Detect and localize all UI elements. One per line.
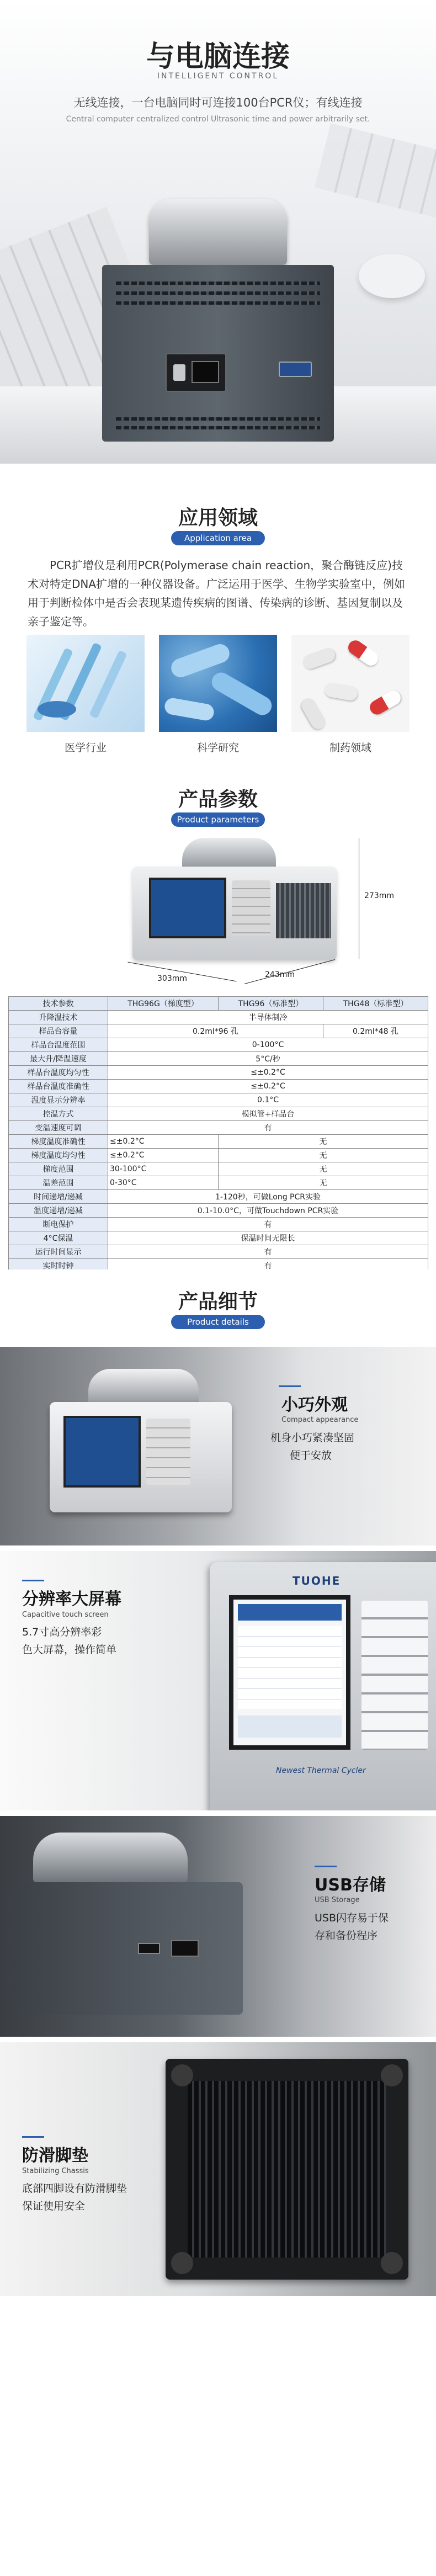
spec-value: 无 [219,1162,428,1176]
spec-key: 样品台容量 [9,1024,108,1038]
spec-value: 0.2ml*48 孔 [323,1024,428,1038]
spec-key: 温差范围 [9,1176,108,1190]
spec-row [9,1245,428,1259]
details-badge: Product details [171,1315,265,1329]
serial-port-icon [279,362,312,377]
spec-row [9,1204,428,1218]
spec-value: 5°C/秒 [108,1052,428,1066]
spec-row [9,1135,428,1149]
spec-key: 梯度温度准确性 [9,1135,108,1149]
spec-value: 无 [219,1176,428,1190]
detail-panel-chassis [0,2042,436,2296]
application-label-pharma: 制药领域 [329,742,371,754]
detail-desc-compact-1: 机身小巧紧凑坚固 [270,1432,355,1444]
spec-header-param: 技术参数 [9,997,108,1011]
spec-value: 0.1-10.0°C，可做Touchdown PCR实验 [108,1204,428,1218]
spec-value: 有 [108,1218,428,1231]
detail-en-compact: Compact appearance [281,1416,359,1424]
screen-caption: Newest Thermal Cycler [276,1766,366,1775]
pcr-keypad-image [146,1419,190,1485]
spec-key: 变温速度可调 [9,1121,108,1135]
spec-value: 半导体制冷 [108,1011,428,1024]
spec-header-thg96g: THG96G（梯度型） [108,997,219,1011]
spec-value: ≤±0.2°C [108,1080,428,1093]
detail-en-usb: USB Storage [315,1896,360,1904]
spec-row [9,1011,428,1024]
spec-value: ≤±0.2°C [108,1135,219,1149]
detail-accent-line [22,2136,44,2138]
parameters-title: 产品参数 [178,788,258,811]
spec-row [9,1024,428,1038]
spec-value: 无 [219,1135,428,1149]
details-section [0,1275,436,2576]
spec-key: 温度显示分辨率 [9,1093,108,1107]
pcr-lid-side-image [33,1833,188,1882]
width-dimension: 303mm [157,974,187,983]
spec-header-thg96: THG96（标准型） [219,997,323,1011]
detail-accent-line [279,1385,301,1387]
spec-value: 1-120秒，可做Long PCR实验 [108,1190,428,1204]
detail-desc-screen-2: 色大屏幕，操作简单 [22,1644,117,1656]
spec-value: 无 [219,1149,428,1162]
spec-value: 0.2ml*96 孔 [108,1024,323,1038]
hero-description: 无线连接，一台电脑同时可连接100台PCR仪；有线连接 [73,96,363,109]
spec-header-thg48: THG48（标准型） [323,997,428,1011]
detail-title-screen: 分辨率大屏幕 [22,1590,121,1609]
detail-desc-usb-2: 存和备份程序 [315,1930,378,1942]
spec-row [9,1190,428,1204]
spec-row [9,1066,428,1080]
hero-title: 与电脑连接 [146,40,290,73]
spec-key: 4°C保温 [9,1231,108,1245]
spec-row [9,1107,428,1121]
detail-desc-screen-1: 5.7寸高分辨率彩 [22,1626,102,1638]
spec-value: 0-100°C [108,1038,428,1052]
keypad-image [361,1601,428,1750]
details-title: 产品细节 [178,1290,258,1313]
application-title: 应用领域 [178,507,258,529]
detail-accent-line [22,1580,44,1581]
detail-desc-chassis-1: 底部四脚设有防滑脚垫 [22,2182,127,2195]
detail-desc-chassis-2: 保证使用安全 [22,2200,86,2212]
pharma-image [291,635,410,732]
spec-row [9,1080,428,1093]
spec-value: 保温时间无限长 [108,1231,428,1245]
parameters-badge: Product parameters [171,812,265,827]
application-badge: Application area [171,531,265,545]
foot-pad-icon [171,2252,193,2274]
spec-row [9,1162,428,1176]
spec-value: 模拟管+样品台 [108,1107,428,1121]
pcr-screen-image [63,1416,141,1488]
detail-panel-screen [0,1551,436,1810]
spec-row [9,1052,428,1066]
spec-value: 有 [108,1245,428,1259]
foot-pad-icon [171,2064,193,2086]
parameters-section [0,767,436,1270]
spec-key: 运行时间显示 [9,1245,108,1259]
spec-key: 温度递增/递减 [9,1204,108,1218]
spec-key: 梯度温度均匀性 [9,1149,108,1162]
detail-panel-usb [0,1816,436,2037]
height-dimension: 273mm [364,891,394,900]
spec-row [9,1259,428,1270]
application-section [0,476,436,768]
spec-table-header [9,997,428,1011]
hero-description-en: Central computer centralized control Ultrasonic time and power arbitrarily set. [66,115,370,124]
power-switch-icon [171,1940,199,1957]
touch-screen-image [229,1595,350,1750]
spec-key: 断电保护 [9,1218,108,1231]
research-image [159,635,277,732]
application-label-medical: 医学行业 [64,742,107,754]
spec-value: 0-30°C [108,1176,219,1190]
spec-table [8,996,428,1270]
detail-desc-usb-1: USB闪存易于保 [315,1912,389,1924]
spec-value: 有 [108,1259,428,1270]
spec-key: 最大升/降温速度 [9,1052,108,1066]
control-panel-image [210,1562,436,1810]
detail-title-chassis: 防滑脚垫 [22,2146,88,2165]
spec-key: 样品台温度均匀性 [9,1066,108,1080]
spec-row [9,1038,428,1052]
spec-key: 样品台温度准确性 [9,1080,108,1093]
usb-port-icon [138,1943,160,1954]
medical-image [26,635,145,732]
foot-pad-icon [381,2252,403,2274]
spec-row [9,1121,428,1135]
power-socket-icon [166,353,226,392]
spec-key: 时间递增/递减 [9,1190,108,1204]
spec-key: 实时时钟 [9,1259,108,1270]
spec-value: ≤±0.2°C [108,1066,428,1080]
spec-table-body [9,1011,428,1270]
foot-pad-icon [381,2064,403,2086]
detail-en-screen: Capacitive touch screen [22,1611,109,1619]
spec-row [9,1176,428,1190]
depth-dimension: 243mm [265,970,295,979]
detail-desc-compact-2: 便于安放 [290,1449,332,1462]
hero-section [0,0,436,464]
detail-accent-line [315,1866,337,1867]
hero-subtitle-en: INTELLIGENT CONTROL [157,72,279,81]
spec-key: 控温方式 [9,1107,108,1121]
application-text: PCR扩增仪是利用PCR(Polymerase chain reaction，聚合酶链反应)技术对特定DNA扩增的一种仪器设备。广泛运用于医学、生物学实验室中，例如用于判断检体中是否会表现某遗传疾病的图谱、传染病的诊断、基因复制以及亲子鉴定等。 [28,559,406,628]
mouse-image [359,254,425,298]
pcr-side-body-image [11,1882,243,2015]
detail-title-usb: USB存储 [315,1876,386,1895]
application-label-research: 科学研究 [196,742,239,754]
keyboard-image-right [315,123,436,230]
screen-brand: TUOHE [293,1574,341,1587]
spec-key: 样品台温度范围 [9,1038,108,1052]
spec-row [9,1231,428,1245]
spec-key: 梯度范围 [9,1162,108,1176]
spec-row [9,1093,428,1107]
spec-key: 升降温技术 [9,1011,108,1024]
spec-row [9,1149,428,1162]
spec-value: ≤±0.2°C [108,1149,219,1162]
spec-value: 有 [108,1121,428,1135]
chassis-bottom-image [166,2059,408,2280]
spec-value: 0.1°C [108,1093,428,1107]
detail-en-chassis: Stabilizing Chassis [22,2167,89,2175]
spec-row [9,1218,428,1231]
detail-panel-compact [0,1347,436,1545]
spec-value: 30-100°C [108,1162,219,1176]
detail-title-compact: 小巧外观 [281,1395,348,1415]
